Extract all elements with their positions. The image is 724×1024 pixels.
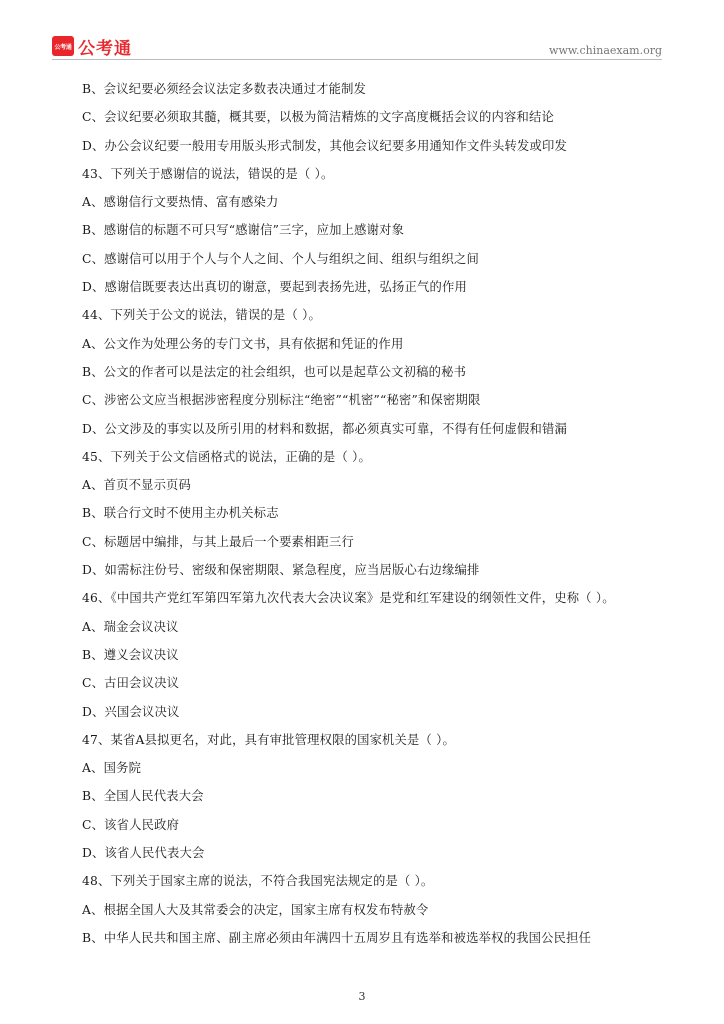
option-d: D、如需标注份号、密级和保密期限、紧急程度，应当居版心右边缘编排 [82, 563, 480, 578]
option-a: A、瑞金会议决议 [82, 619, 179, 634]
text-line: D、办公会议纪要一般用专用版头形式制发，其他会议纪要多用通知作文件头转发或印发 [82, 138, 567, 153]
option-b: B、感谢信的标题不可只写“感谢信”三字，应加上感谢对象 [82, 223, 405, 238]
question-45: 45、下列关于公文信函格式的说法，正确的是（ ）。 [82, 449, 371, 464]
option-b: B、遵义会议决议 [82, 647, 179, 662]
logo-badge-icon: 公考通 [52, 36, 74, 56]
site-url: www.chinaexam.org [549, 44, 662, 57]
logo-text: 公考通 [78, 38, 132, 59]
logo [52, 34, 132, 58]
option-b: B、中华人民共和国主席、副主席必须由年满四十五周岁且有选举和被选举权的我国公民担任 [82, 930, 592, 945]
option-a: A、公文作为处理公务的专门文书，具有依据和凭证的作用 [82, 336, 404, 351]
text-line: B、会议纪要必须经会议法定多数表决通过才能制发 [82, 82, 367, 96]
question-48: 48、下列关于国家主席的说法，不符合我国宪法规定的是（ ）。 [82, 874, 434, 889]
option-d: D、公文涉及的事实以及所引用的材料和数据，都必须真实可靠，不得有任何虚假和错漏 [82, 421, 567, 436]
option-c: C、该省人民政府 [82, 817, 180, 832]
page-number: 3 [358, 990, 366, 1003]
option-b: B、公文的作者可以是法定的社会组织，也可以是起草公文初稿的秘书 [82, 364, 467, 379]
header-divider [52, 59, 662, 60]
option-d: D、该省人民代表大会 [82, 846, 205, 861]
question-47: 47、某省A县拟更名，对此，具有审批管理权限的国家机关是（ ）。 [82, 732, 456, 747]
option-d: D、兴国会议决议 [82, 704, 180, 719]
option-b: B、全国人民代表大会 [82, 789, 204, 804]
option-a: A、感谢信行文要热情、富有感染力 [82, 195, 279, 210]
question-44: 44、下列关于公文的说法，错误的是（ ）。 [82, 308, 321, 323]
option-c: C、涉密公文应当根据涉密程度分别标注“绝密”“机密”“秘密”和保密期限 [82, 393, 481, 408]
option-c: C、标题居中编排，与其上最后一个要素相距三行 [82, 534, 355, 549]
question-46: 46、《中国共产党红军第四军第九次代表大会决议案》是党和红军建设的纲领性文件，史称（ ）。 [82, 591, 615, 606]
page-header [0, 0, 724, 62]
option-c: C、感谢信可以用于个人与个人之间、个人与组织之间、组织与组织之间 [82, 251, 480, 266]
option-a: A、根据全国人大及其常委会的决定，国家主席有权发布特赦令 [82, 902, 429, 917]
option-a: A、国务院 [82, 761, 142, 776]
option-a: A、首页不显示页码 [82, 478, 192, 493]
text-line: C、会议纪要必须取其髓，概其要，以极为简洁精炼的文字高度概括会议的内容和结论 [82, 110, 554, 125]
option-b: B、联合行文时不使用主办机关标志 [82, 506, 279, 521]
option-c: C、古田会议决议 [82, 676, 180, 691]
document-body [82, 75, 682, 952]
question-43: 43、下列关于感谢信的说法，错误的是（ ）。 [82, 166, 334, 181]
option-d: D、感谢信既要表达出真切的谢意，要起到表扬先进，弘扬正气的作用 [82, 280, 467, 295]
